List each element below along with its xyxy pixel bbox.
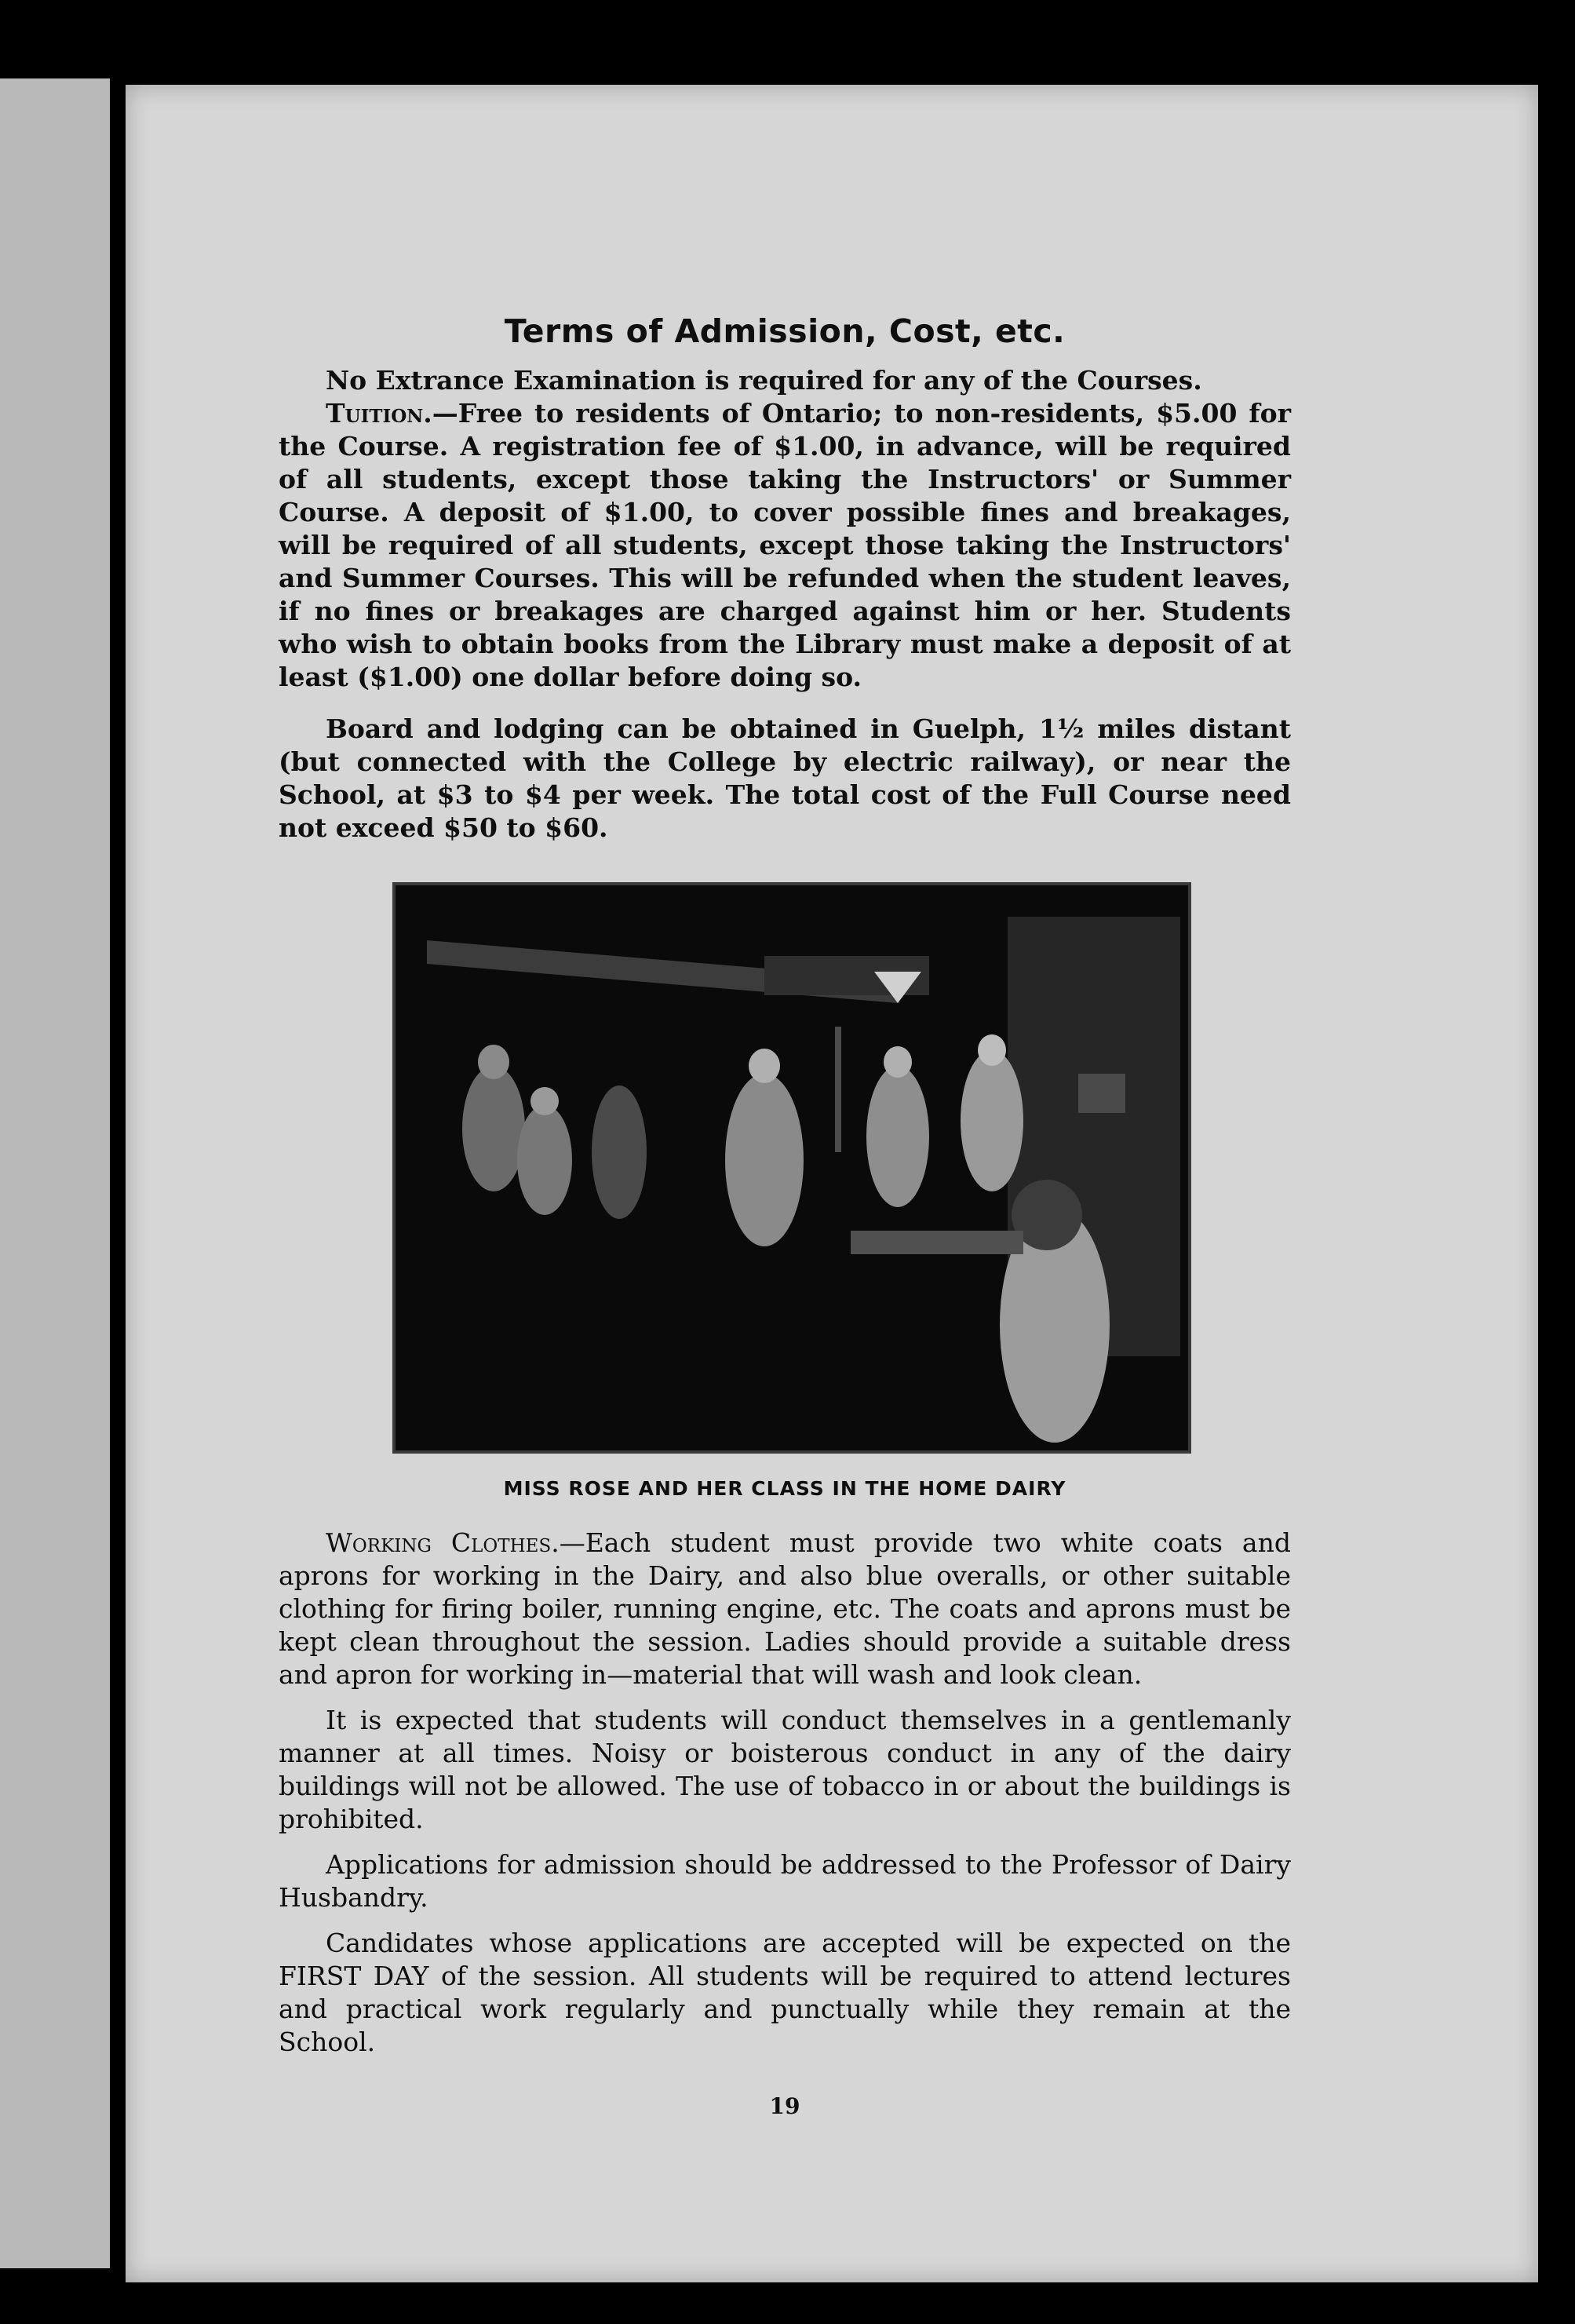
dairy-class-photo bbox=[392, 882, 1191, 1454]
working-clothes-paragraph bbox=[279, 1527, 1291, 1691]
candidates-paragraph: Candidates whose applications are accepted will be expected on the FIRST DAY of the session. All students will be required to attend lectures and practical work regularly and punctually while they remain at the School. bbox=[279, 1928, 1291, 2057]
page-number: 19 bbox=[769, 2093, 800, 2119]
working-clothes-text: —Each student must provide two white coats and aprons for working in the Dairy, and also blue overalls, or other suitable clothing for firing boiler, running engine, etc. The coats and aprons must be kept clean throughout the session. Ladies should provide a suitable dress and apron for working in—material that will wash and look clean. bbox=[279, 1527, 1291, 1690]
document-page bbox=[126, 85, 1538, 2282]
facing-page-edge bbox=[0, 78, 110, 2268]
applications-paragraph: Applications for admission should be addressed to the Professor of Dairy Husbandry. bbox=[279, 1849, 1291, 1913]
working-clothes-label: Working Clothes. bbox=[326, 1527, 560, 1558]
entrance-paragraph: No Extrance Examination is required for any of the Courses. bbox=[326, 365, 1202, 396]
tuition-label: Tuition. bbox=[326, 398, 432, 429]
photo-caption: MISS ROSE AND HER CLASS IN THE HOME DAIRY bbox=[503, 1477, 1066, 1500]
page-content bbox=[279, 312, 1291, 2119]
conduct-paragraph: It is expected that students will conduct themselves in a gentlemanly manner at all times. Noisy or boisterous conduct in any of the dairy buildings will not be allowed. The use of tobacco in or about the buildings is prohibited. bbox=[279, 1705, 1291, 1834]
page-heading: Terms of Admission, Cost, etc. bbox=[504, 312, 1066, 350]
photo-figure bbox=[279, 882, 1291, 1463]
board-paragraph: Board and lodging can be obtained in Guelph, 1½ miles distant (but connected with the College by electric railway), or near the School, at $3 to $4 per week. The total cost of the Full Course need not exceed $50 to $60. bbox=[279, 713, 1291, 843]
photo-illustration bbox=[396, 885, 1188, 1450]
tuition-paragraph bbox=[279, 397, 1291, 694]
tuition-text: —Free to residents of Ontario; to non-residents, $5.00 for the Course. A registration fee of $1.00, in advance, will be required of all students, except those taking the Instructors' or Summer Course. A deposit of $1.00, to cover possible fines and breakages, will be required of all students, except those taking the Instructors' and Summer Courses. This will be refunded when the student leaves, if no fines or breakages are charged against him or her. Students who wish to obtain books from the Library must make a deposit of at least ($1.00) one dollar before doing so. bbox=[279, 398, 1291, 692]
